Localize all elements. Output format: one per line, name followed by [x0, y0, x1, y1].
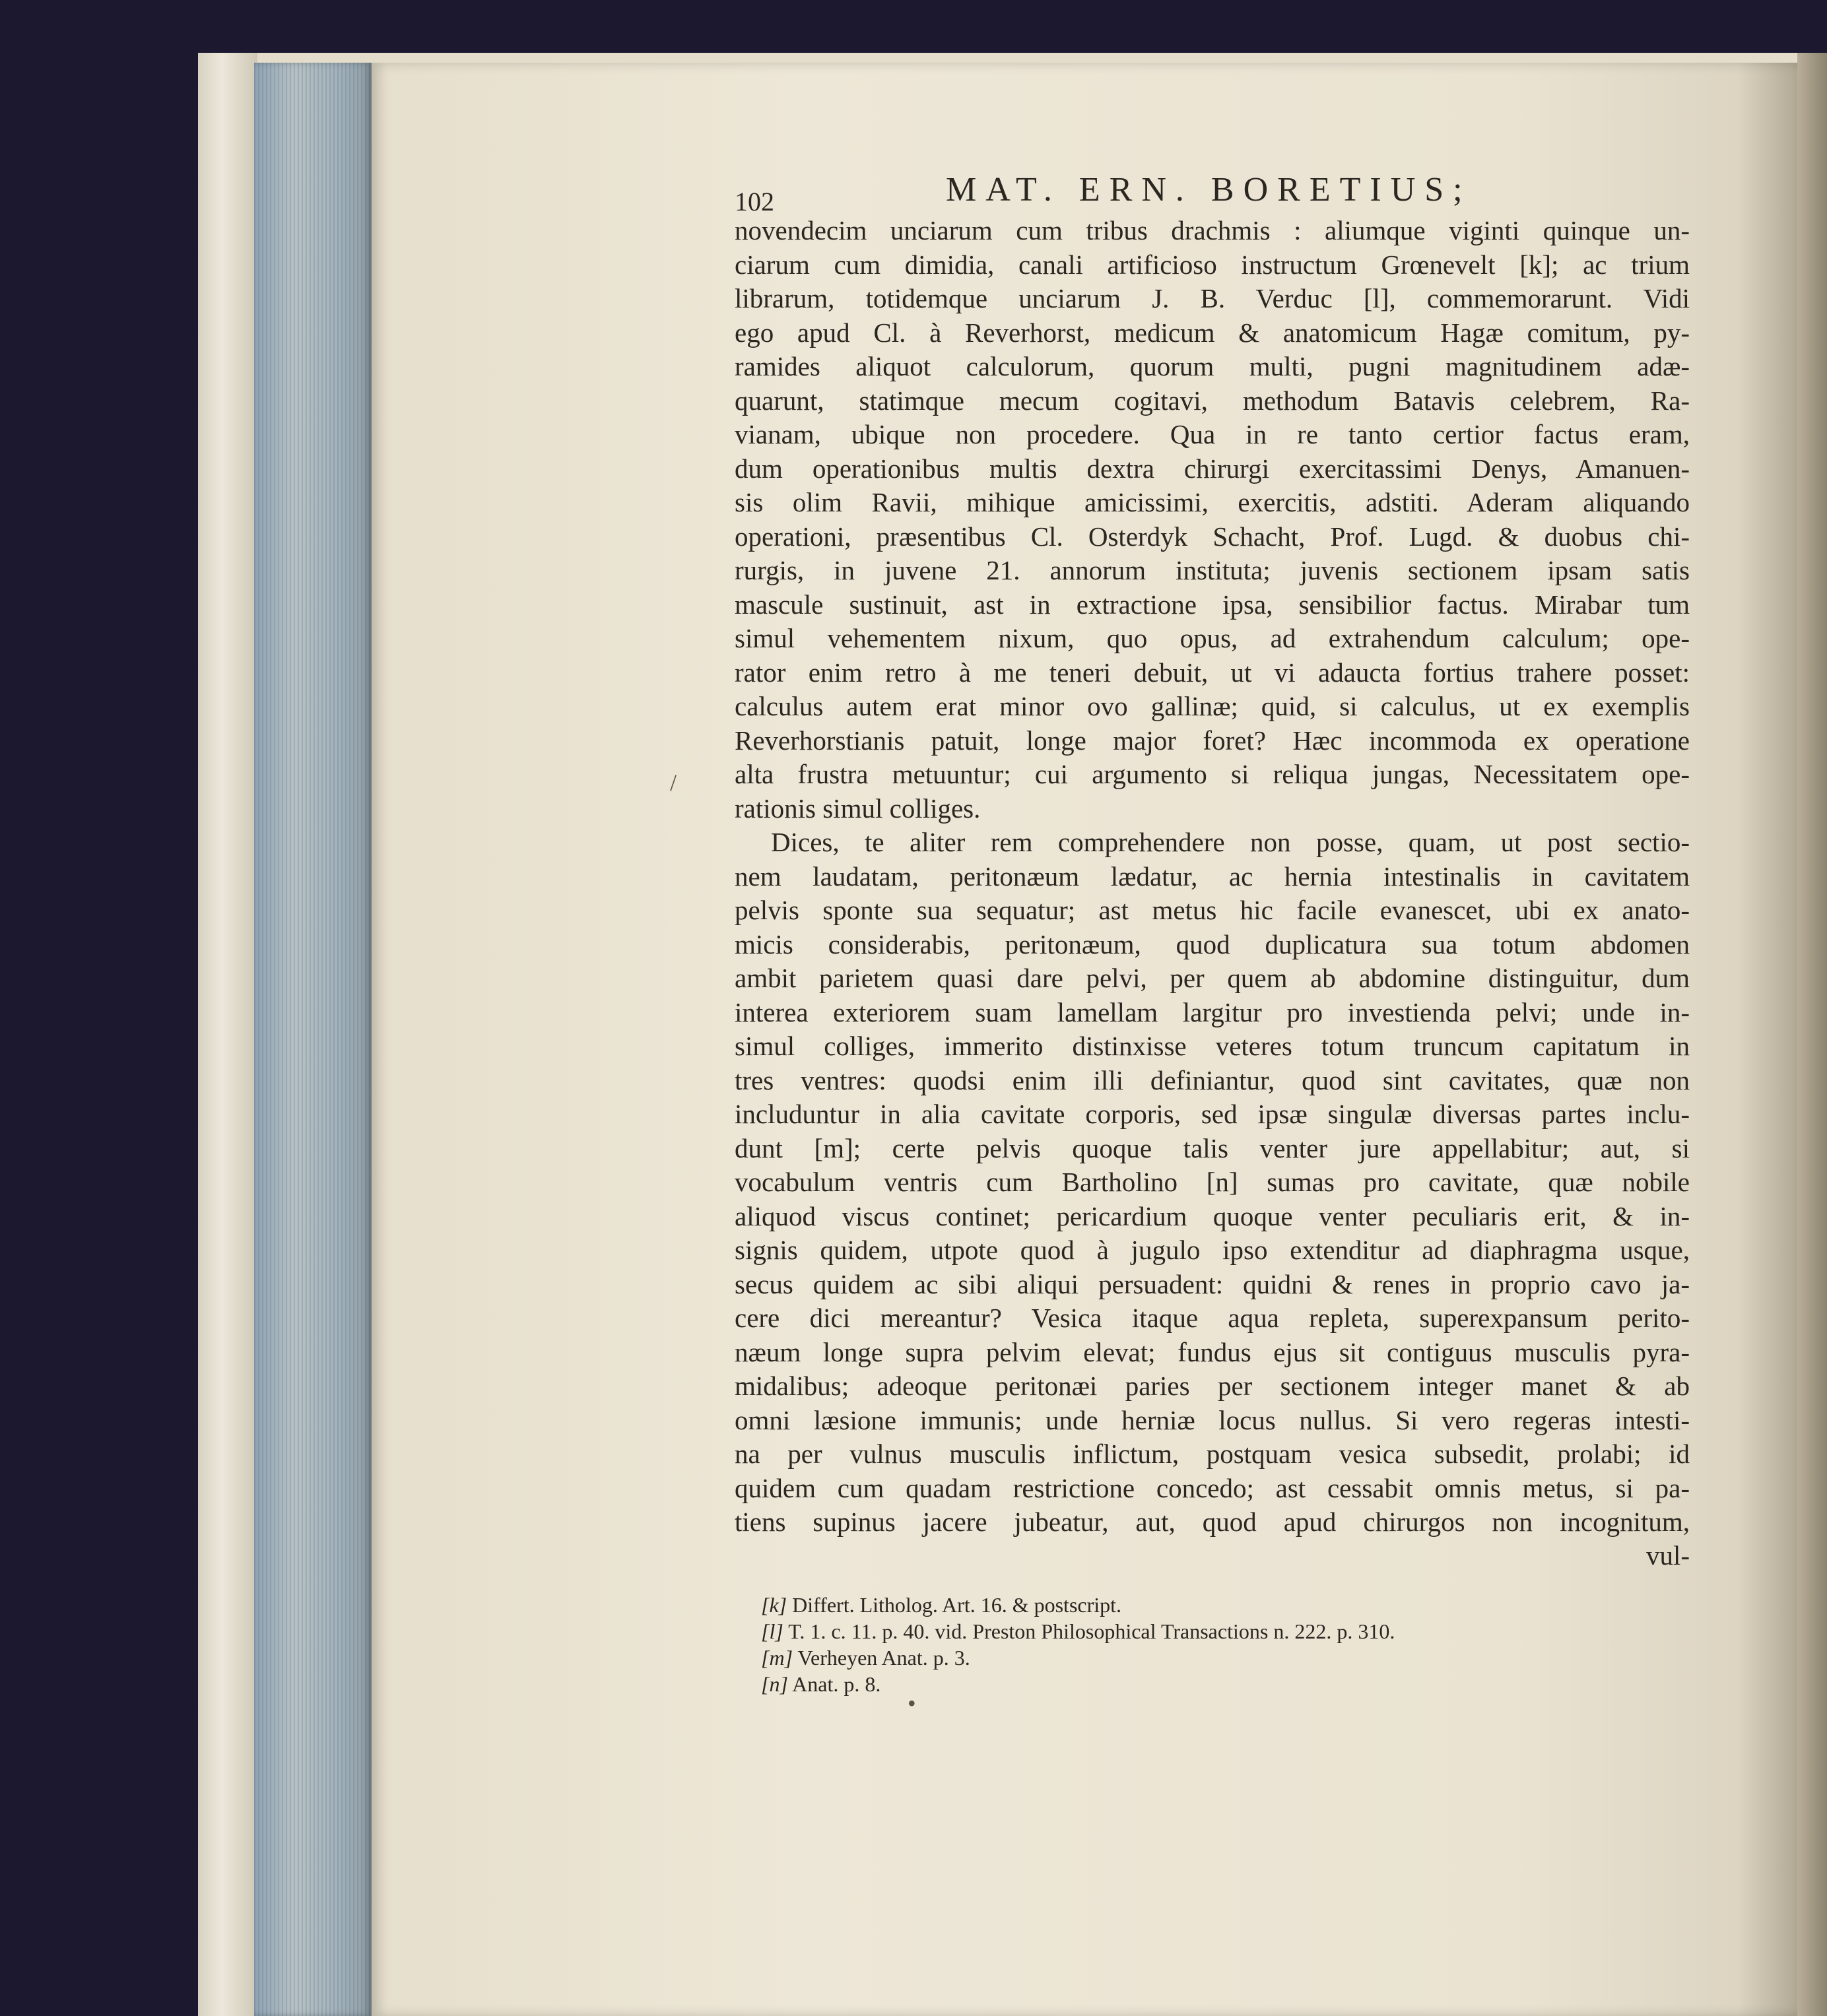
text-line: ambit parietem quasi dare pelvi, per quem ab abdomine distinguitur, dum	[735, 963, 1690, 993]
binding-edge	[198, 53, 257, 2016]
body-text	[735, 214, 1690, 1540]
text-line: ego apud Cl. à Reverhorst, medicum & anatomicum Hagæ comitum, py-	[735, 317, 1690, 348]
text-line: tiens supinus jacere jubeatur, aut, quod apud chirurgos non incognitum,	[735, 1507, 1690, 1537]
text-line: dunt [m]; certe pelvis quoque talis venter jure appellabitur; aut, si	[735, 1132, 1690, 1163]
footnote-text: Anat. p. 8.	[792, 1672, 881, 1696]
text-line: sis olim Ravii, mihique amicissimi, exercitis, adstiti. Aderam aliquando	[735, 487, 1690, 517]
page-block-edge	[254, 63, 372, 2016]
footnote-text: T. 1. c. 11. p. 40. vid. Preston Philosophical Transactions n. 222. p. 310.	[788, 1619, 1395, 1643]
text-line: ciarum cum dimidia, canali artificioso instructum Grœnevelt [k]; ac trium	[735, 249, 1690, 280]
footnote	[761, 1644, 1690, 1671]
text-line: omni læsione immunis; unde herniæ locus nullus. Si vero regeras intesti-	[735, 1404, 1690, 1435]
text-line: secus quidem ac sibi aliqui persuadent: quidni & renes in proprio cavo ja-	[735, 1268, 1690, 1299]
text-line: næum longe supra pelvim elevat; fundus ejus sit contiguus musculis pyra-	[735, 1336, 1690, 1367]
text-line: vianam, ubique non procedere. Qua in re tanto certior factus eram,	[735, 419, 1690, 449]
text-line: Reverhorstianis patuit, longe major foret? Hæc incommoda ex operatione	[735, 725, 1690, 756]
page-dot: •	[908, 1690, 916, 1716]
text-line: operationi, præsentibus Cl. Osterdyk Schacht, Prof. Lugd. & duobus chi-	[735, 521, 1690, 552]
facing-page-edge	[1797, 53, 1827, 2016]
text-line: mascule sustinuit, ast in extractione ipsa, sensibilior factus. Mirabar tum	[735, 589, 1690, 620]
text-line: vocabulum ventris cum Bartholino [n] sumas pro cavitate, quæ nobile	[735, 1167, 1690, 1197]
text-line: na per vulnus musculis inflictum, postquam vesica subsedit, prolabi; id	[735, 1439, 1690, 1469]
catchword: vul-	[1645, 1540, 1690, 1571]
footnote-text: Verheyen Anat. p. 3.	[797, 1646, 970, 1670]
page-number: 102	[735, 187, 774, 216]
text-line: micis considerabis, peritonæum, quod duplicatura sua totum abdomen	[735, 928, 1690, 959]
margin-mark: /	[670, 769, 677, 796]
text-line: includuntur in alia cavitate corporis, sed ipsæ singulæ diversas partes inclu-	[735, 1099, 1690, 1129]
footnote	[761, 1592, 1690, 1618]
text-line: librarum, totidemque unciarum J. B. Verduc [l], commemorarunt. Vidi	[735, 283, 1690, 313]
text-line: signis quidem, utpote quod à jugulo ipso extenditur ad diaphragma usque,	[735, 1235, 1690, 1265]
running-title: MAT. ERN. BORETIUS;	[946, 171, 1472, 209]
gutter-shadow	[1738, 63, 1797, 2016]
text-line: simul colliges, immerito distinxisse veteres totum truncum capitatum in	[735, 1031, 1690, 1061]
text-line: rationis simul colliges.	[735, 793, 981, 824]
text-line: tres ventres: quodsi enim illi definiantur, quod sint cavitates, quæ non	[735, 1064, 1690, 1095]
footnote-mark: [m]	[761, 1646, 793, 1670]
text-line: midalibus; adeoque peritonæi paries per sectionem integer manet & ab	[735, 1371, 1690, 1401]
running-head	[735, 170, 1690, 214]
text-line: simul vehementem nixum, quo opus, ad extrahendum calculum; ope-	[735, 623, 1690, 653]
footnotes	[735, 1592, 1690, 1697]
footnote-mark: [n]	[761, 1672, 788, 1696]
text-line: interea exteriorem suam lamellam largitur pro investienda pelvi; unde in-	[735, 996, 1690, 1027]
text-line: rator enim retro à me teneri debuit, ut vi adaucta fortius trahere posset:	[735, 657, 1690, 688]
text-line: pelvis sponte sua sequatur; ast metus hic facile evanescet, ubi ex anato-	[735, 895, 1690, 925]
text-line: cere dici mereantur? Vesica itaque aqua repleta, superexpansum perito-	[735, 1303, 1690, 1333]
text-line: dum operationibus multis dextra chirurgi exercitassimi Denys, Amanuen-	[735, 453, 1690, 484]
footnote-mark: [k]	[761, 1593, 787, 1617]
text-line: alta frustra metuuntur; cui argumento si reliqua jungas, Necessitatem ope-	[735, 759, 1690, 789]
footnote-text: Differt. Litholog. Art. 16. & postscript.	[792, 1593, 1122, 1617]
text-line: ramides aliquot calculorum, quorum multi, pugni magnitudinem adæ-	[735, 351, 1690, 381]
text-line: quarunt, statimque mecum cogitavi, methodum Batavis celebrem, Ra-	[735, 385, 1690, 416]
text-block	[735, 170, 1690, 1697]
text-line: calculus autem erat minor ovo gallinæ; quid, si calculus, ut ex exemplis	[735, 691, 1690, 721]
footnote-mark: [l]	[761, 1619, 783, 1643]
text-line: novendecim unciarum cum tribus drachmis : aliumque viginti quinque un-	[735, 215, 1690, 245]
text-line: nem laudatam, peritonæum lædatur, ac hernia intestinalis in cavitatem	[735, 861, 1690, 892]
footnote	[761, 1618, 1690, 1644]
text-line: rurgis, in juvene 21. annorum instituta; juvenis sectionem ipsam satis	[735, 555, 1690, 585]
footnote	[761, 1671, 1690, 1697]
text-line: Dices, te aliter rem comprehendere non posse, quam, ut post sectio-	[771, 827, 1690, 857]
text-line: quidem cum quadam restrictione concedo; ast cessabit omnis metus, si pa-	[735, 1472, 1690, 1503]
text-line: aliquod viscus continet; pericardium quoque venter peculiaris erit, & in-	[735, 1200, 1690, 1231]
